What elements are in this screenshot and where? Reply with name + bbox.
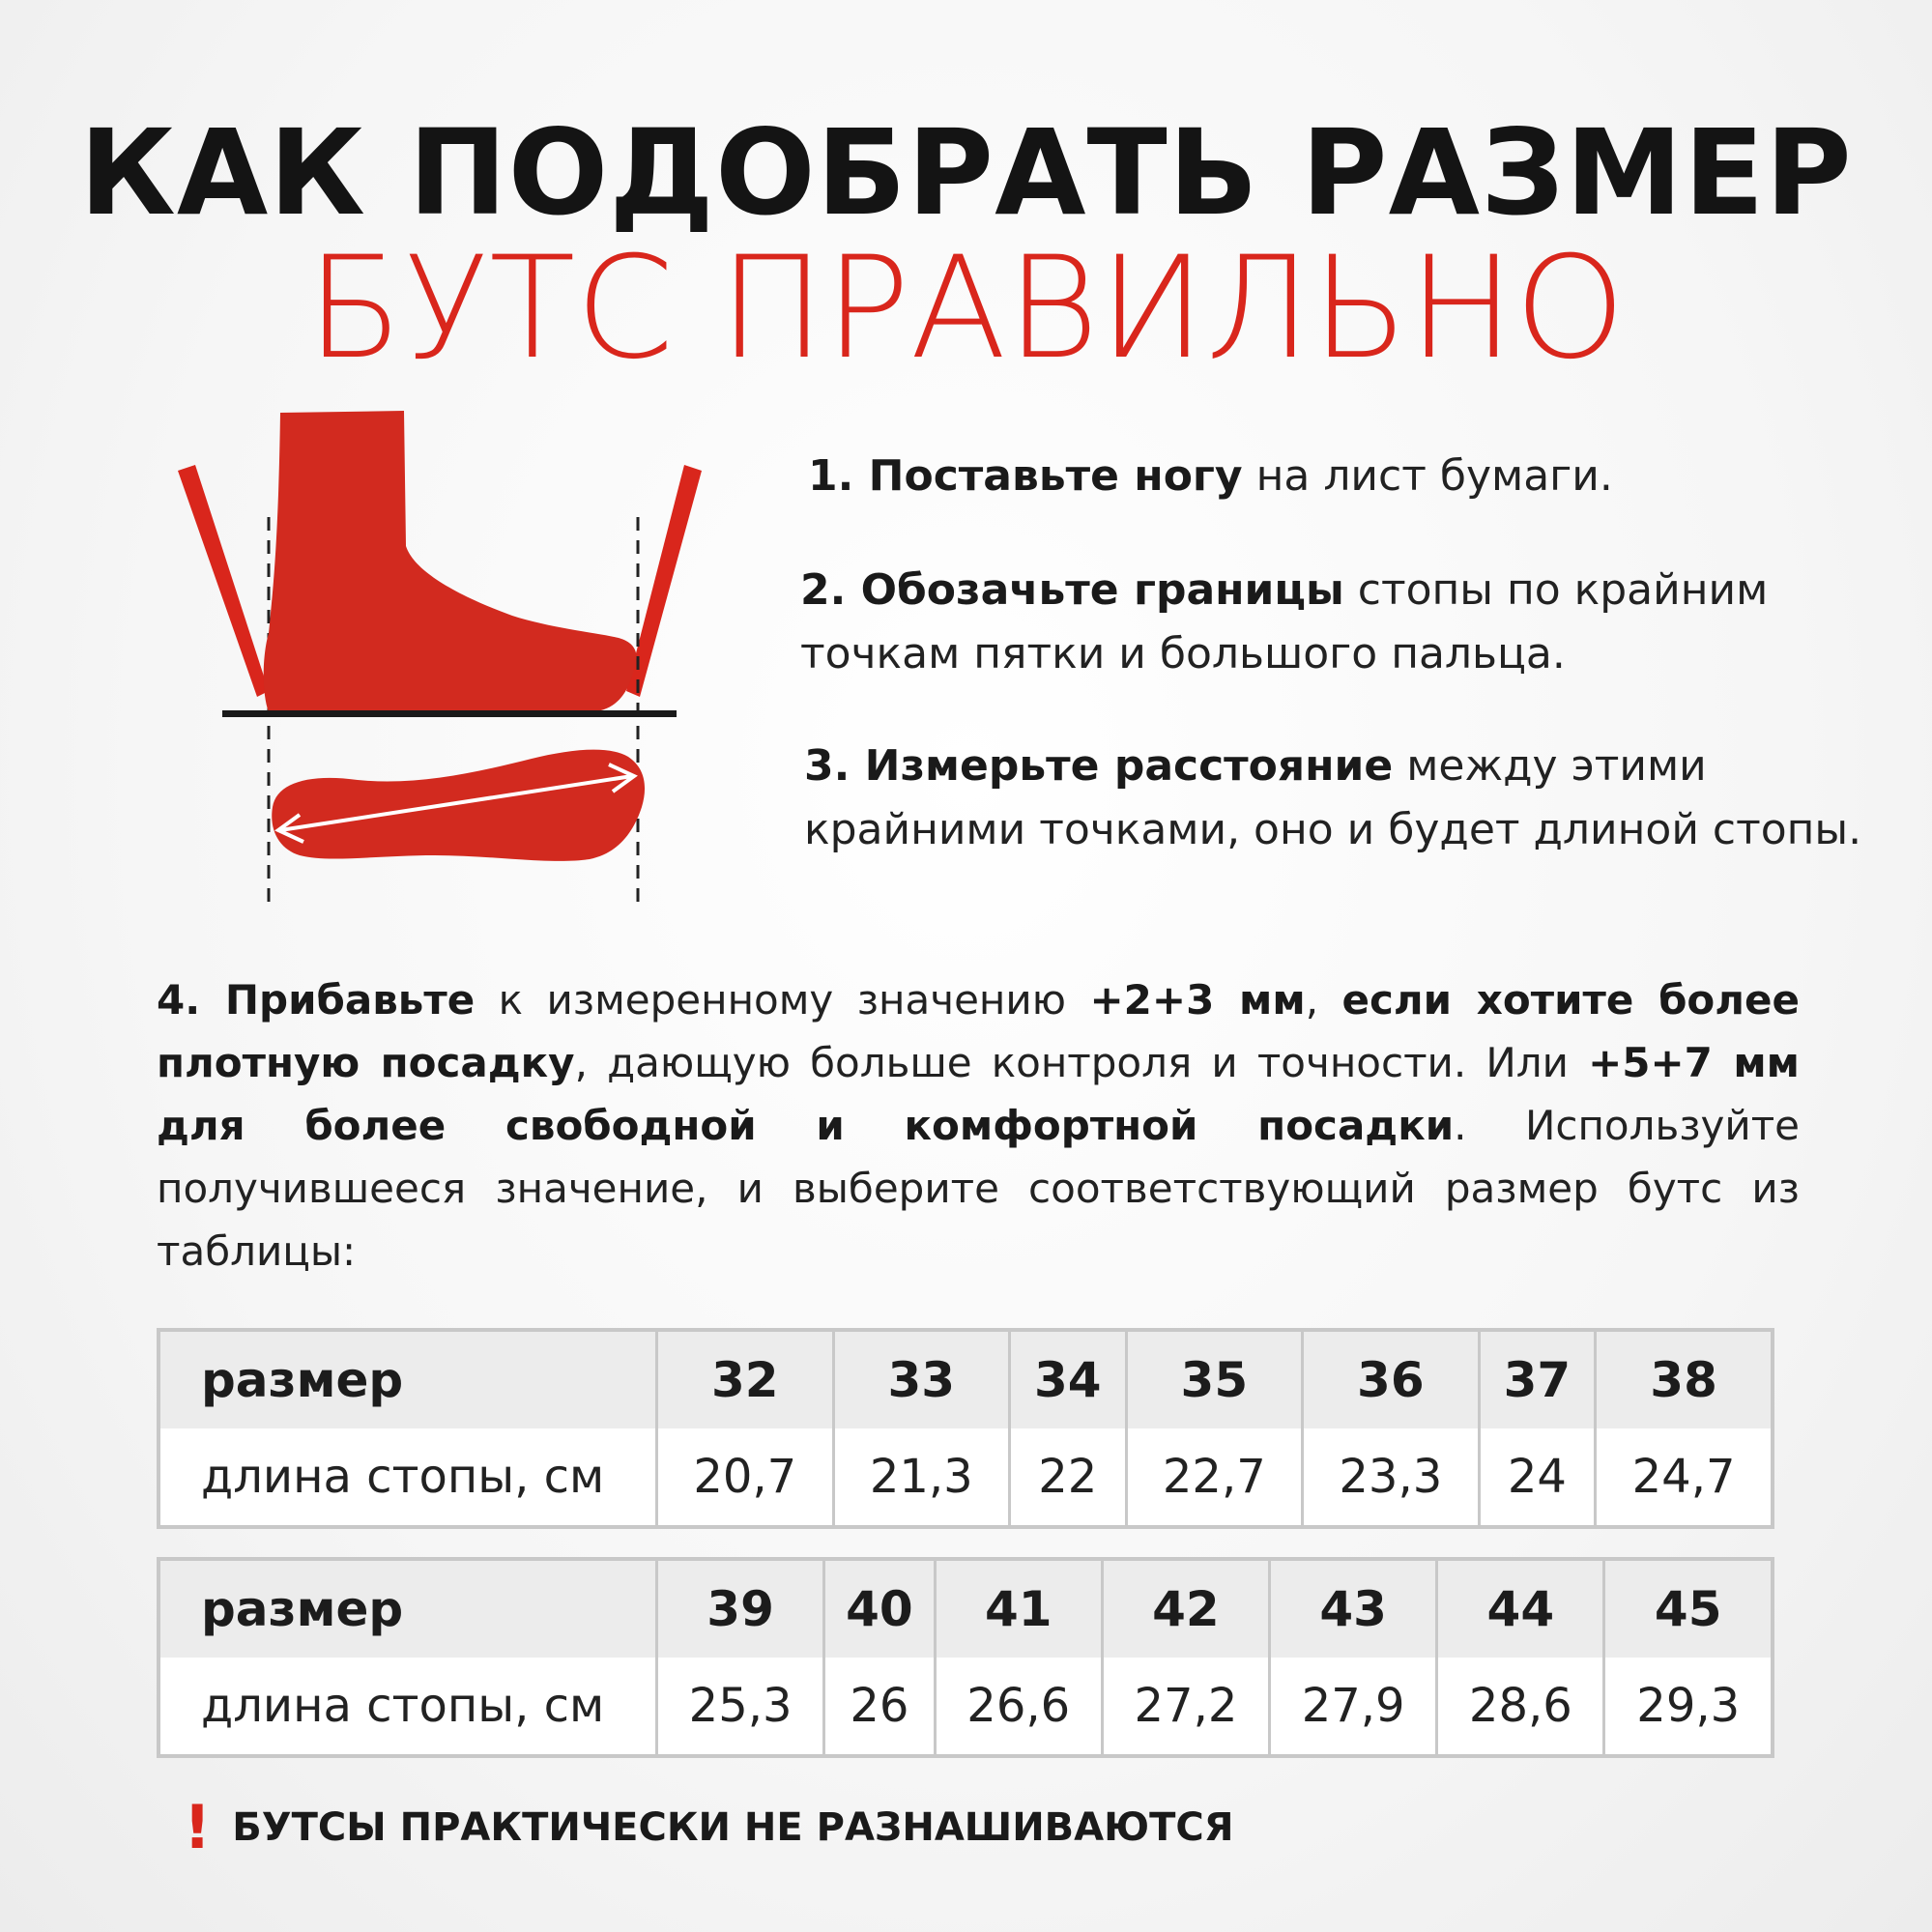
length-label: длина стопы, см	[159, 1658, 657, 1756]
step-2-text: стопы по крайним точкам пятки и большого пальца.	[800, 565, 1769, 678]
size-cell: 40	[824, 1559, 935, 1658]
step-4	[157, 968, 1800, 1283]
step-4-text-4: . Используйте получившееся значение, и выберите соответствующий размер бутс из таблицы:	[157, 1102, 1800, 1275]
size-label: размер	[159, 1559, 657, 1658]
table-row	[159, 1330, 1773, 1428]
size-cell: 43	[1270, 1559, 1437, 1658]
step-1	[808, 445, 1871, 508]
exclamation-icon: !	[184, 1792, 212, 1862]
length-cell: 26,6	[935, 1658, 1102, 1756]
step-2	[800, 559, 1873, 686]
table-row	[159, 1658, 1773, 1756]
step-3	[804, 735, 1867, 862]
table-row	[159, 1559, 1773, 1658]
length-cell: 21,3	[833, 1428, 1010, 1527]
step-4-bold-3: если хотите более плотную посадку	[157, 976, 1800, 1086]
left-guide-bar-icon	[178, 465, 269, 697]
size-cell: 36	[1303, 1330, 1480, 1428]
step-3-text: между этими крайними точками, оно и будет длиной стопы.	[804, 741, 1862, 854]
length-cell: 22	[1010, 1428, 1127, 1527]
size-cell: 38	[1596, 1330, 1773, 1428]
size-cell: 45	[1604, 1559, 1773, 1658]
page-title-line1: КАК ПОДОБРАТЬ РАЗМЕР	[79, 104, 1853, 242]
length-cell: 25,3	[657, 1658, 824, 1756]
foot-measurement-icon	[164, 401, 706, 913]
size-cell: 32	[657, 1330, 834, 1428]
size-cell: 41	[935, 1559, 1102, 1658]
size-label: размер	[159, 1330, 657, 1428]
floor-line	[222, 710, 677, 717]
size-cell: 37	[1479, 1330, 1596, 1428]
step-4-text-3: , дающую больше контроля и точности. Или	[574, 1039, 1589, 1086]
size-cell: 33	[833, 1330, 1010, 1428]
length-cell: 22,7	[1126, 1428, 1303, 1527]
warning-text: БУТСЫ ПРАКТИЧЕСКИ НЕ РАЗНАШИВАЮТСЯ	[232, 1805, 1234, 1850]
length-cell: 28,6	[1437, 1658, 1604, 1756]
step-4-bold-2: +2+3 мм	[1089, 976, 1306, 1024]
length-cell: 23,3	[1303, 1428, 1480, 1527]
length-cell: 20,7	[657, 1428, 834, 1527]
size-table-2	[157, 1557, 1774, 1758]
step-2-bold: 2. Обозачьте границы	[800, 565, 1344, 615]
step-1-bold: 1. Поставьте ногу	[808, 451, 1243, 501]
foot-sole-icon	[272, 750, 645, 861]
size-table-1	[157, 1328, 1774, 1529]
step-1-text: на лист бумаги.	[1242, 451, 1613, 501]
size-cell: 42	[1102, 1559, 1269, 1658]
step-4-bold-1: 4. Прибавьте	[157, 976, 476, 1024]
length-label: длина стопы, см	[159, 1428, 657, 1527]
size-cell: 34	[1010, 1330, 1127, 1428]
length-cell: 27,9	[1270, 1658, 1437, 1756]
page-title-line2: БУТС ПРАВИЛЬНО	[306, 226, 1626, 390]
step-3-bold: 3. Измерьте расстояние	[804, 741, 1394, 791]
step-4-text-2: ,	[1305, 976, 1342, 1024]
length-cell: 24	[1479, 1428, 1596, 1527]
size-cell: 44	[1437, 1559, 1604, 1658]
length-cell: 29,3	[1604, 1658, 1773, 1756]
foot-side-icon	[264, 411, 637, 712]
length-cell: 27,2	[1102, 1658, 1269, 1756]
size-cell: 39	[657, 1559, 824, 1658]
step-4-text-1: к измеренному значению	[475, 976, 1090, 1024]
size-cell: 35	[1126, 1330, 1303, 1428]
step-4-bold-4: +5+7 мм для более свободной и комфортной посадки	[157, 1039, 1800, 1149]
length-cell: 26	[824, 1658, 935, 1756]
table-row	[159, 1428, 1773, 1527]
length-cell: 24,7	[1596, 1428, 1773, 1527]
warning-note	[184, 1792, 1234, 1862]
